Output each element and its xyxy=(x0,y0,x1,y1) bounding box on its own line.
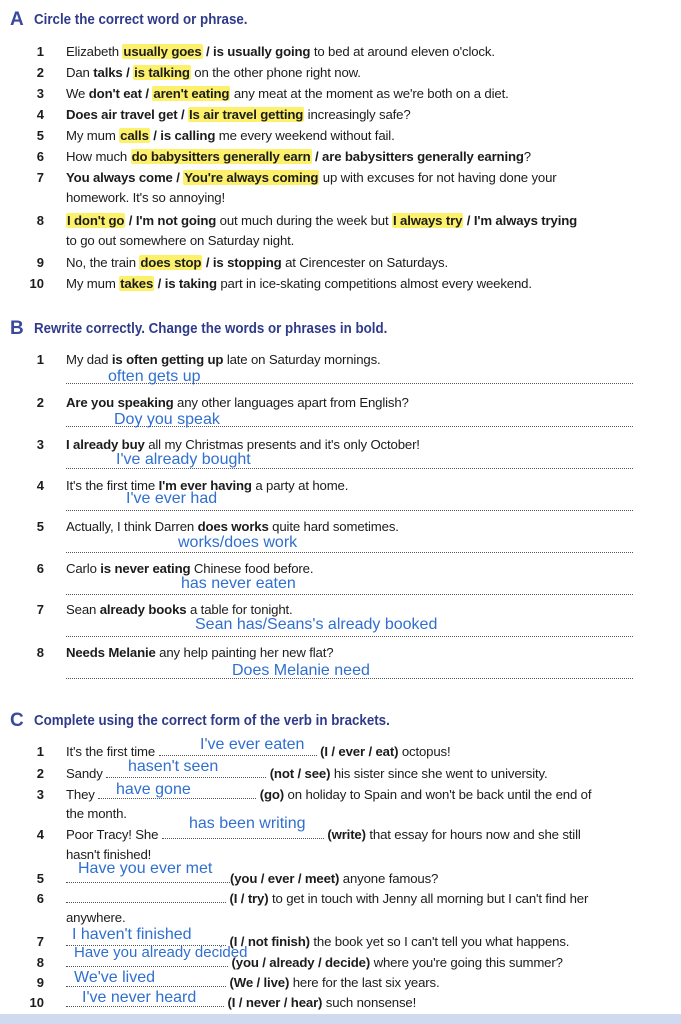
exercise-a-line: We don't eat / aren't eating any meat at the moment as we're both on a diet. xyxy=(66,86,509,101)
item-number: 9 xyxy=(36,975,44,990)
highlighted-choice: calls xyxy=(120,128,149,143)
exercise-c-sentence: (We / live) here for the last six years. xyxy=(66,974,440,991)
item-number: 5 xyxy=(36,871,44,886)
item-number: 1 xyxy=(36,44,44,59)
item-number: 5 xyxy=(36,128,44,143)
exercise-c-sentence: (you / already / decide) where you're going this summer? xyxy=(66,954,563,971)
item-number: 7 xyxy=(36,934,44,949)
highlighted-choice: You're always coming xyxy=(184,170,319,185)
exercise-a-line: No, the train does stop / is stopping at Cirencester on Saturdays. xyxy=(66,255,449,270)
handwritten-answer[interactable]: works/does work xyxy=(178,534,298,551)
exercise-b-sentence: Needs Melanie any help painting her new flat? xyxy=(66,645,334,660)
exercise-b-sentence: It's the first time I'm ever having a party at home. xyxy=(66,478,349,493)
section-letter: A xyxy=(10,9,24,30)
item-number: 10 xyxy=(29,276,44,291)
section-title: Rewrite correctly. Change the words or phrases in bold. xyxy=(34,321,388,337)
exercise-c-sentence: Sandy (not / see) his sister since she went to university. xyxy=(66,766,548,781)
handwritten-answer[interactable]: I've never heard xyxy=(82,989,197,1006)
exercise-c-sentence: It's the first time (I / ever / eat) octopus! xyxy=(66,744,451,759)
exercise-c-sentence: (I / try) to get in touch with Jenny all morning but I can't find her xyxy=(66,890,588,907)
exercise-a-line: I don't go / I'm not going out much during the week but I always try / I'm always trying xyxy=(67,213,578,228)
exercise-b-sentence: Carlo is never eating Chinese food before. xyxy=(66,561,314,576)
item-number: 6 xyxy=(36,149,44,164)
answer-line[interactable] xyxy=(66,468,633,469)
item-number: 2 xyxy=(36,65,44,80)
exercise-c-sentence: They (go) on holiday to Spain and won't be back until the end of xyxy=(66,787,592,802)
exercise-b-sentence: Actually, I think Darren does works quite hard sometimes. xyxy=(66,519,399,534)
exercise-a-line: You always come / You're always coming up with excuses for not having done your xyxy=(66,170,557,185)
item-number: 6 xyxy=(36,561,44,576)
answer-line[interactable] xyxy=(66,510,633,511)
handwritten-answer[interactable]: We've lived xyxy=(74,969,156,986)
handwritten-answer[interactable]: often gets up xyxy=(108,368,201,385)
item-number: 8 xyxy=(36,955,44,970)
page-bottom-strip xyxy=(0,1014,681,1024)
highlighted-choice: I always try xyxy=(392,213,463,228)
item-number: 8 xyxy=(36,213,44,228)
exercise-b-sentence: My dad is often getting up late on Saturday mornings. xyxy=(66,352,381,367)
handwritten-answer[interactable]: Have you ever met xyxy=(78,860,213,877)
exercise-c-line-continued: the month. xyxy=(66,806,127,821)
handwritten-answer[interactable]: I haven't finished xyxy=(72,926,192,943)
handwritten-answer[interactable]: I've ever eaten xyxy=(200,736,305,753)
item-number: 4 xyxy=(36,107,44,122)
item-number: 3 xyxy=(36,787,44,802)
exercise-b-sentence: Are you speaking any other languages apart from English? xyxy=(66,395,409,410)
exercise-a-line: My mum calls / is calling me every weekend without fail. xyxy=(66,128,395,143)
item-number: 2 xyxy=(36,766,44,781)
section-letter: C xyxy=(10,710,24,731)
exercise-c-sentence: (I / never / hear) such nonsense! xyxy=(66,994,416,1011)
exercise-a-line: Dan talks / is talking on the other phone right now. xyxy=(66,65,361,80)
highlighted-choice: does stop xyxy=(140,255,202,270)
exercise-a-line: Does air travel get / Is air travel getting increasingly safe? xyxy=(66,107,411,122)
item-number: 5 xyxy=(36,519,44,534)
handwritten-answer[interactable]: Have you already decided xyxy=(74,944,248,961)
section-c-heading xyxy=(10,710,421,732)
section-title: Circle the correct word or phrase. xyxy=(34,12,248,28)
item-number: 4 xyxy=(36,478,44,493)
answer-line[interactable] xyxy=(66,594,633,595)
exercise-a-line-continued: to go out somewhere on Saturday night. xyxy=(66,233,295,248)
handwritten-answer[interactable]: has been writing xyxy=(189,815,306,832)
exercise-a-line-continued: homework. It's so annoying! xyxy=(66,190,225,205)
exercise-b-sentence: I already buy all my Christmas presents and it's only October! xyxy=(66,437,420,452)
item-number: 7 xyxy=(36,602,44,617)
exercise-a-line: My mum takes / is taking part in ice-skating competitions almost every weekend. xyxy=(66,276,532,291)
item-number: 7 xyxy=(36,170,44,185)
highlighted-choice: aren't eating xyxy=(153,86,230,101)
section-a-heading xyxy=(10,9,266,31)
item-number: 3 xyxy=(36,437,44,452)
highlighted-choice: Is air travel getting xyxy=(189,107,304,122)
handwritten-answer[interactable]: have gone xyxy=(116,781,191,798)
handwritten-answer[interactable]: has never eaten xyxy=(181,575,296,592)
item-number: 2 xyxy=(36,395,44,410)
item-number: 1 xyxy=(36,744,44,759)
exercise-c-sentence: Poor Tracy! She (write) that essay for hours now and she still xyxy=(66,827,581,842)
handwritten-answer[interactable]: Doy you speak xyxy=(114,411,220,428)
handwritten-answer[interactable]: I've ever had xyxy=(126,490,218,507)
highlighted-choice: takes xyxy=(120,276,154,291)
item-number: 10 xyxy=(29,995,44,1010)
exercise-c-sentence: (you / ever / meet) anyone famous? xyxy=(66,870,438,887)
item-number: 8 xyxy=(36,645,44,660)
answer-line[interactable] xyxy=(66,552,633,553)
handwritten-answer[interactable]: Does Melanie need xyxy=(232,662,370,679)
item-number: 9 xyxy=(36,255,44,270)
highlighted-choice: is talking xyxy=(134,65,190,80)
answer-blank[interactable] xyxy=(66,890,226,903)
exercise-c-line-continued: hasn't finished! xyxy=(66,847,152,862)
highlighted-choice: do babysitters generally earn xyxy=(131,149,311,164)
section-b-heading xyxy=(10,318,418,340)
answer-line[interactable] xyxy=(66,636,633,637)
exercise-b-sentence: Sean already books a table for tonight. xyxy=(66,602,293,617)
item-number: 4 xyxy=(36,827,44,842)
item-number: 1 xyxy=(36,352,44,367)
section-letter: B xyxy=(10,318,24,339)
highlighted-choice: usually goes xyxy=(123,44,202,59)
item-number: 6 xyxy=(36,891,44,906)
section-title: Complete using the correct form of the verb in brackets. xyxy=(34,713,390,729)
handwritten-answer[interactable]: I've already bought xyxy=(116,451,251,468)
item-number: 3 xyxy=(36,86,44,101)
exercise-c-line-continued: anywhere. xyxy=(66,910,126,925)
highlighted-choice: I don't go xyxy=(67,213,125,228)
handwritten-answer[interactable]: hasen't seen xyxy=(128,758,219,775)
handwritten-answer[interactable]: Sean has/Seans's already booked xyxy=(195,616,438,633)
exercise-c-sentence: (I / not finish) the book yet so I can't tell you what happens. xyxy=(66,933,569,950)
exercise-a-line: Elizabeth usually goes / is usually going to bed at around eleven o'clock. xyxy=(66,44,495,59)
exercise-a-line: How much do babysitters generally earn / are babysitters generally earning? xyxy=(66,149,531,164)
